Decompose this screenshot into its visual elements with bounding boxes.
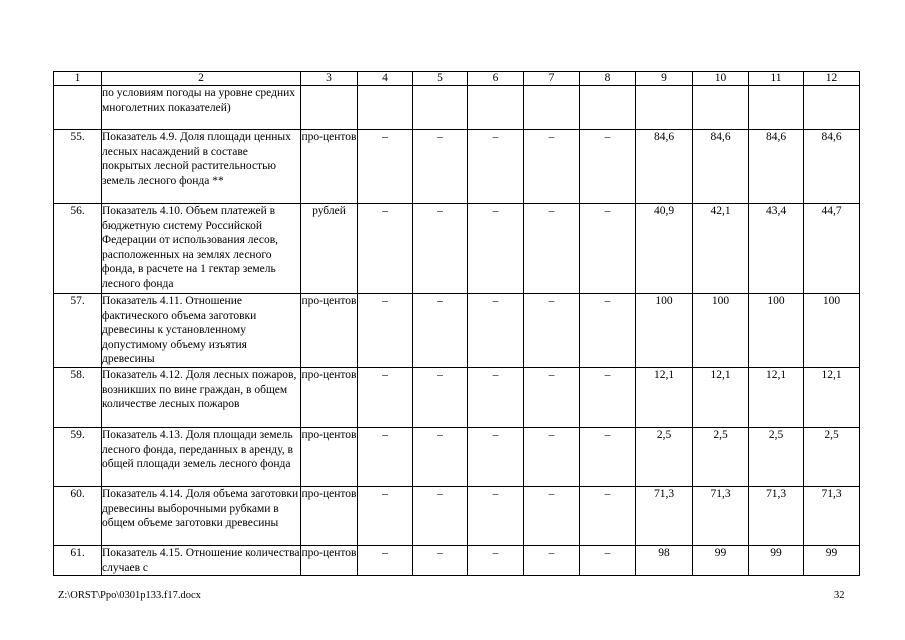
value-cell: 2,5 [804, 428, 860, 487]
value-cell: 12,1 [636, 368, 693, 428]
value-cell: – [524, 204, 580, 294]
value-cell: 42,1 [693, 204, 749, 294]
value-cell: 84,6 [636, 130, 693, 204]
unit-cell: про-центов [301, 130, 358, 204]
header-cell: 3 [301, 72, 358, 86]
table-row [54, 130, 860, 204]
table-row [54, 546, 860, 576]
value-cell: – [413, 294, 468, 368]
value-cell: 100 [749, 294, 804, 368]
indicator-text: Показатель 4.10. Объем платежей в бюджетную систему Российской Федерации от использования лесов, расположенных на землях лесного фонда, в расчете на 1 гектар земель лесного фонда [102, 204, 301, 294]
row-number: 61. [54, 546, 102, 576]
indicator-text: Показатель 4.15. Отношение количества случаев с [102, 546, 301, 576]
value-cell: – [413, 204, 468, 294]
value-cell: – [524, 368, 580, 428]
value-cell [580, 86, 636, 130]
value-cell: – [413, 546, 468, 576]
value-cell: – [524, 130, 580, 204]
row-number [54, 86, 102, 130]
value-cell: – [580, 368, 636, 428]
table-row [54, 86, 860, 130]
value-cell: – [358, 428, 413, 487]
value-cell: – [358, 546, 413, 576]
value-cell: 100 [693, 294, 749, 368]
header-cell: 5 [413, 72, 468, 86]
header-cell: 4 [358, 72, 413, 86]
value-cell: – [468, 487, 524, 546]
value-cell: – [580, 130, 636, 204]
row-number: 60. [54, 487, 102, 546]
value-cell: 71,3 [636, 487, 693, 546]
header-cell: 9 [636, 72, 693, 86]
value-cell: – [358, 294, 413, 368]
row-number: 59. [54, 428, 102, 487]
value-cell: – [524, 428, 580, 487]
value-cell: – [468, 130, 524, 204]
unit-cell: про-центов [301, 546, 358, 576]
value-cell [468, 86, 524, 130]
indicator-text: Показатель 4.11. Отношение фактического объема заготовки древесины к установленному допустимому объему изъятия древесины [102, 294, 301, 368]
table-row [54, 428, 860, 487]
value-cell: 43,4 [749, 204, 804, 294]
value-cell: 71,3 [804, 487, 860, 546]
indicator-text: Показатель 4.9. Доля площади ценных лесных насаждений в составе покрытых лесной растительностью земель лесного фонда ** [102, 130, 301, 204]
value-cell [804, 86, 860, 130]
value-cell: – [580, 204, 636, 294]
value-cell: – [358, 204, 413, 294]
value-cell: 98 [636, 546, 693, 576]
value-cell [693, 86, 749, 130]
indicator-table [53, 71, 860, 576]
unit-cell: про-центов [301, 428, 358, 487]
header-cell: 6 [468, 72, 524, 86]
value-cell: 12,1 [749, 368, 804, 428]
value-cell [524, 86, 580, 130]
value-cell: 100 [636, 294, 693, 368]
value-cell: – [580, 546, 636, 576]
value-cell: – [580, 428, 636, 487]
value-cell: 99 [804, 546, 860, 576]
value-cell: 84,6 [693, 130, 749, 204]
header-cell: 11 [749, 72, 804, 86]
unit-cell [301, 86, 358, 130]
value-cell: – [524, 487, 580, 546]
value-cell: 84,6 [749, 130, 804, 204]
value-cell: – [468, 428, 524, 487]
value-cell [413, 86, 468, 130]
table-row [54, 487, 860, 546]
value-cell: – [358, 487, 413, 546]
value-cell: 84,6 [804, 130, 860, 204]
value-cell: – [580, 294, 636, 368]
value-cell [358, 86, 413, 130]
header-cell: 12 [804, 72, 860, 86]
row-number: 56. [54, 204, 102, 294]
value-cell: – [358, 130, 413, 204]
value-cell: 71,3 [749, 487, 804, 546]
value-cell: 2,5 [636, 428, 693, 487]
value-cell: 100 [804, 294, 860, 368]
indicator-text: Показатель 4.13. Доля площади земель лесного фонда, переданных в аренду, в общей площади земель лесного фонда [102, 428, 301, 487]
indicator-text: Показатель 4.14. Доля объема заготовки древесины выборочными рубками в общем объеме заготовки древесины [102, 487, 301, 546]
row-number: 55. [54, 130, 102, 204]
value-cell: 12,1 [693, 368, 749, 428]
header-cell: 2 [102, 72, 301, 86]
value-cell: – [413, 130, 468, 204]
table-row [54, 368, 860, 428]
value-cell: – [524, 546, 580, 576]
value-cell: 40,9 [636, 204, 693, 294]
unit-cell: рублей [301, 204, 358, 294]
value-cell [636, 86, 693, 130]
value-cell: 71,3 [693, 487, 749, 546]
value-cell: – [580, 487, 636, 546]
file-path: Z:\ORST\Ppo\0301p133.f17.docx [58, 590, 201, 601]
value-cell: – [468, 546, 524, 576]
header-cell: 10 [693, 72, 749, 86]
value-cell: – [358, 368, 413, 428]
row-number: 58. [54, 368, 102, 428]
value-cell: – [524, 294, 580, 368]
unit-cell: про-центов [301, 487, 358, 546]
row-number: 57. [54, 294, 102, 368]
value-cell: – [468, 368, 524, 428]
value-cell [749, 86, 804, 130]
value-cell: – [468, 294, 524, 368]
unit-cell: про-центов [301, 294, 358, 368]
indicator-text: Показатель 4.12. Доля лесных пожаров, возникших по вине граждан, в общем количестве лесных пожаров [102, 368, 301, 428]
header-cell: 7 [524, 72, 580, 86]
value-cell: 12,1 [804, 368, 860, 428]
table-row [54, 204, 860, 294]
page-number: 32 [834, 590, 845, 601]
table-row [54, 294, 860, 368]
value-cell: 2,5 [749, 428, 804, 487]
value-cell: – [413, 487, 468, 546]
header-cell: 1 [54, 72, 102, 86]
value-cell: 99 [749, 546, 804, 576]
value-cell: 99 [693, 546, 749, 576]
value-cell: 2,5 [693, 428, 749, 487]
indicator-text: по условиям погоды на уровне средних многолетних показателей) [102, 86, 301, 130]
value-cell: 44,7 [804, 204, 860, 294]
header-row [54, 72, 860, 86]
value-cell: – [413, 368, 468, 428]
header-cell: 8 [580, 72, 636, 86]
value-cell: – [468, 204, 524, 294]
value-cell: – [413, 428, 468, 487]
unit-cell: про-центов [301, 368, 358, 428]
